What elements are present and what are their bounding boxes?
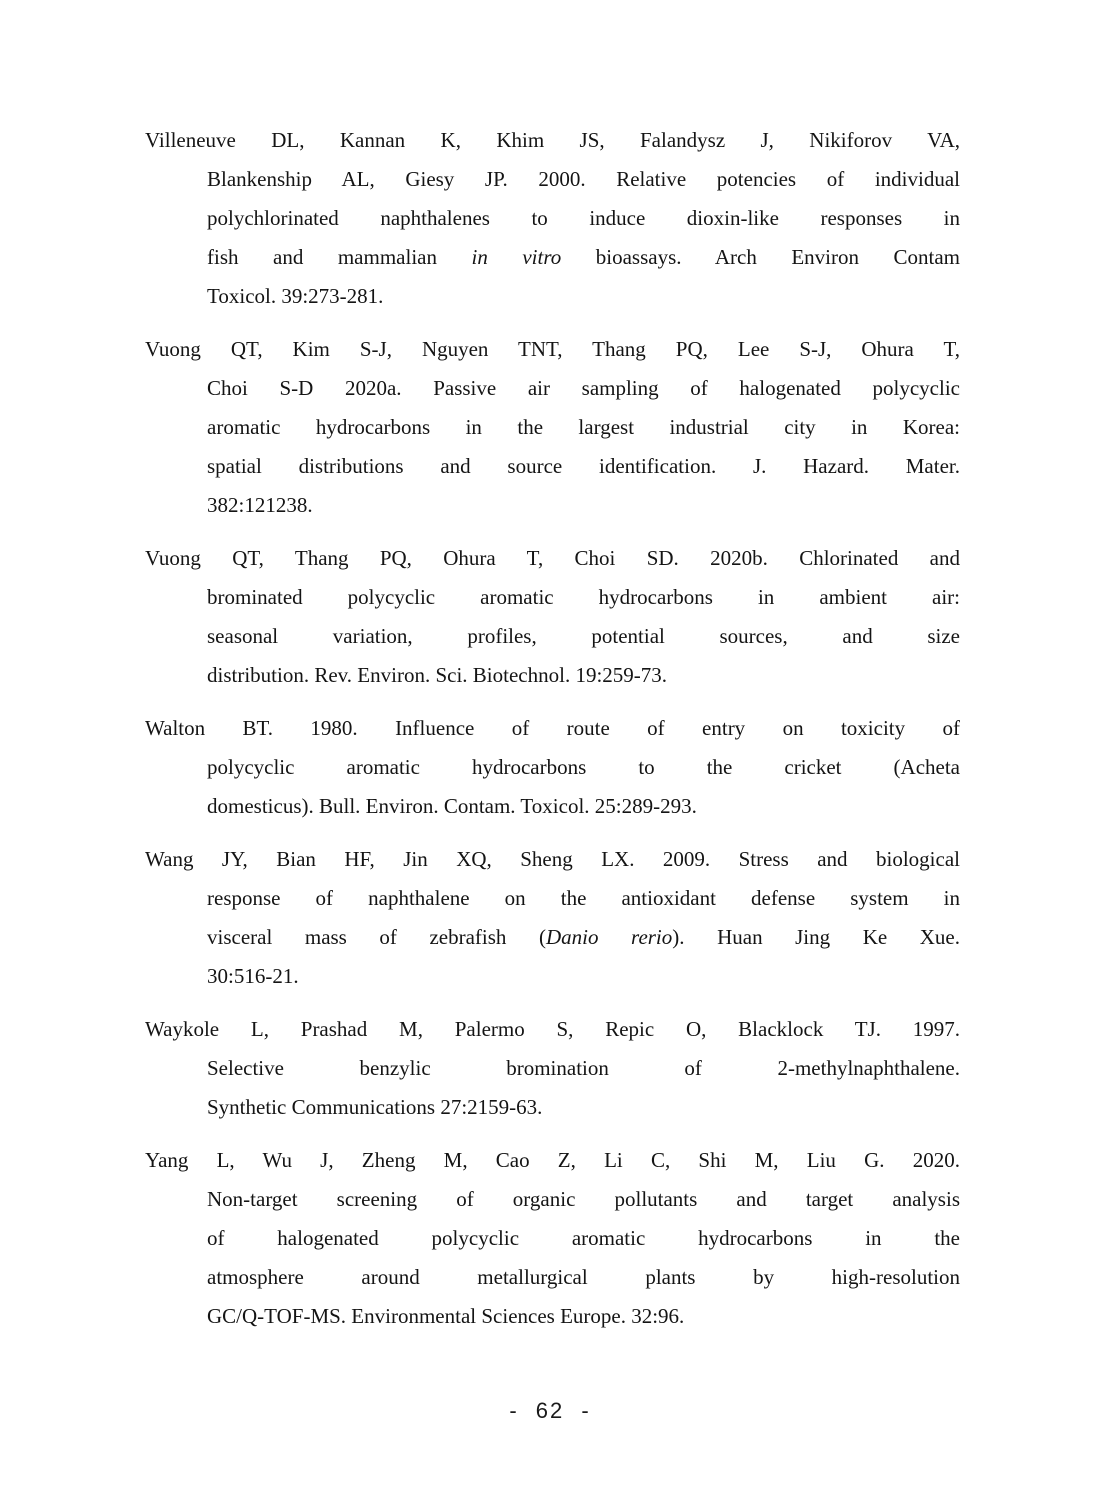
text-run: ). Huan Jing Ke Xue. [672, 925, 960, 949]
text-run: visceral mass of zebrafish ( [207, 925, 546, 949]
text-run: Waykole L, Prashad M, Palermo S, Repic O, Blacklock TJ. 1997. [145, 1017, 960, 1041]
reference-line [207, 617, 960, 656]
text-run: seasonal variation, profiles, potential sources, and size [207, 624, 960, 648]
reference-line [207, 277, 960, 316]
reference-line [207, 1258, 960, 1297]
reference-line [207, 199, 960, 238]
italic-text-run: Danio rerio [545, 925, 673, 949]
text-run: Villeneuve DL, Kannan K, Khim JS, Falandysz J, Nikiforov VA, [145, 128, 960, 152]
reference-line [145, 539, 960, 578]
text-run: aromatic hydrocarbons in the largest industrial city in Korea: [207, 415, 960, 439]
reference-line [207, 748, 960, 787]
reference-line [207, 918, 960, 957]
reference-line [207, 1049, 960, 1088]
reference-line [207, 369, 960, 408]
text-run: fish and mammalian [207, 245, 472, 269]
text-run: Yang L, Wu J, Zheng M, Cao Z, Li C, Shi M, Liu G. 2020. [145, 1148, 960, 1172]
text-run: Toxicol. 39:273-281. [207, 284, 384, 308]
reference-line [207, 1297, 960, 1336]
reference-line [145, 1141, 960, 1180]
reference-entry [145, 1141, 960, 1336]
text-run: Choi S-D 2020a. Passive air sampling of halogenated polycyclic [207, 376, 960, 400]
text-run: Vuong QT, Kim S-J, Nguyen TNT, Thang PQ, Lee S-J, Ohura T, [145, 337, 960, 361]
text-run: Vuong QT, Thang PQ, Ohura T, Choi SD. 2020b. Chlorinated and [145, 546, 960, 570]
reference-line [207, 238, 960, 277]
text-run: Wang JY, Bian HF, Jin XQ, Sheng LX. 2009. Stress and biological [145, 847, 960, 871]
text-run: response of naphthalene on the antioxidant defense system in [207, 886, 960, 910]
reference-entry [145, 840, 960, 996]
references-list [145, 121, 960, 1350]
text-run: Walton BT. 1980. Influence of route of entry on toxicity of [145, 716, 960, 740]
text-run: spatial distributions and source identification. J. Hazard. Mater. [207, 454, 960, 478]
text-run: Selective benzylic bromination of 2-methylnaphthalene. [207, 1056, 960, 1080]
reference-line [145, 330, 960, 369]
reference-line [145, 709, 960, 748]
text-run: Non-target screening of organic pollutants and target analysis [207, 1187, 960, 1211]
reference-line [207, 578, 960, 617]
text-run: domesticus). Bull. Environ. Contam. Toxicol. 25:289-293. [207, 794, 697, 818]
text-run: 382:121238. [207, 493, 313, 517]
reference-line [207, 447, 960, 486]
reference-line [207, 656, 960, 695]
reference-line [207, 957, 960, 996]
reference-entry [145, 121, 960, 316]
text-run: Synthetic Communications 27:2159-63. [207, 1095, 543, 1119]
reference-line [207, 160, 960, 199]
text-run: atmosphere around metallurgical plants by high-resolution [207, 1265, 960, 1289]
reference-entry [145, 539, 960, 695]
reference-line [207, 1180, 960, 1219]
reference-entry [145, 330, 960, 525]
text-run: 30:516-21. [207, 964, 299, 988]
reference-line [145, 1010, 960, 1049]
reference-entry [145, 1010, 960, 1127]
text-run: brominated polycyclic aromatic hydrocarbons in ambient air: [207, 585, 960, 609]
text-run: polychlorinated naphthalenes to induce dioxin-like responses in [207, 206, 960, 230]
text-run: polycyclic aromatic hydrocarbons to the cricket (Acheta [207, 755, 960, 779]
reference-line [207, 879, 960, 918]
page-number: - 62 - [509, 1398, 591, 1423]
reference-line [207, 787, 960, 826]
text-run: Blankenship AL, Giesy JP. 2000. Relative potencies of individual [207, 167, 960, 191]
reference-line [145, 840, 960, 879]
reference-line [207, 1219, 960, 1258]
text-run: of halogenated polycyclic aromatic hydrocarbons in the [207, 1226, 960, 1250]
reference-line [145, 121, 960, 160]
text-run: bioassays. Arch Environ Contam [561, 245, 960, 269]
reference-line [207, 486, 960, 525]
reference-line [207, 1088, 960, 1127]
reference-entry [145, 709, 960, 826]
text-run: GC/Q-TOF-MS. Environmental Sciences Europe. 32:96. [207, 1304, 685, 1328]
italic-text-run: in vitro [471, 245, 562, 269]
reference-line [207, 408, 960, 447]
text-run: distribution. Rev. Environ. Sci. Biotechnol. 19:259-73. [207, 663, 668, 687]
